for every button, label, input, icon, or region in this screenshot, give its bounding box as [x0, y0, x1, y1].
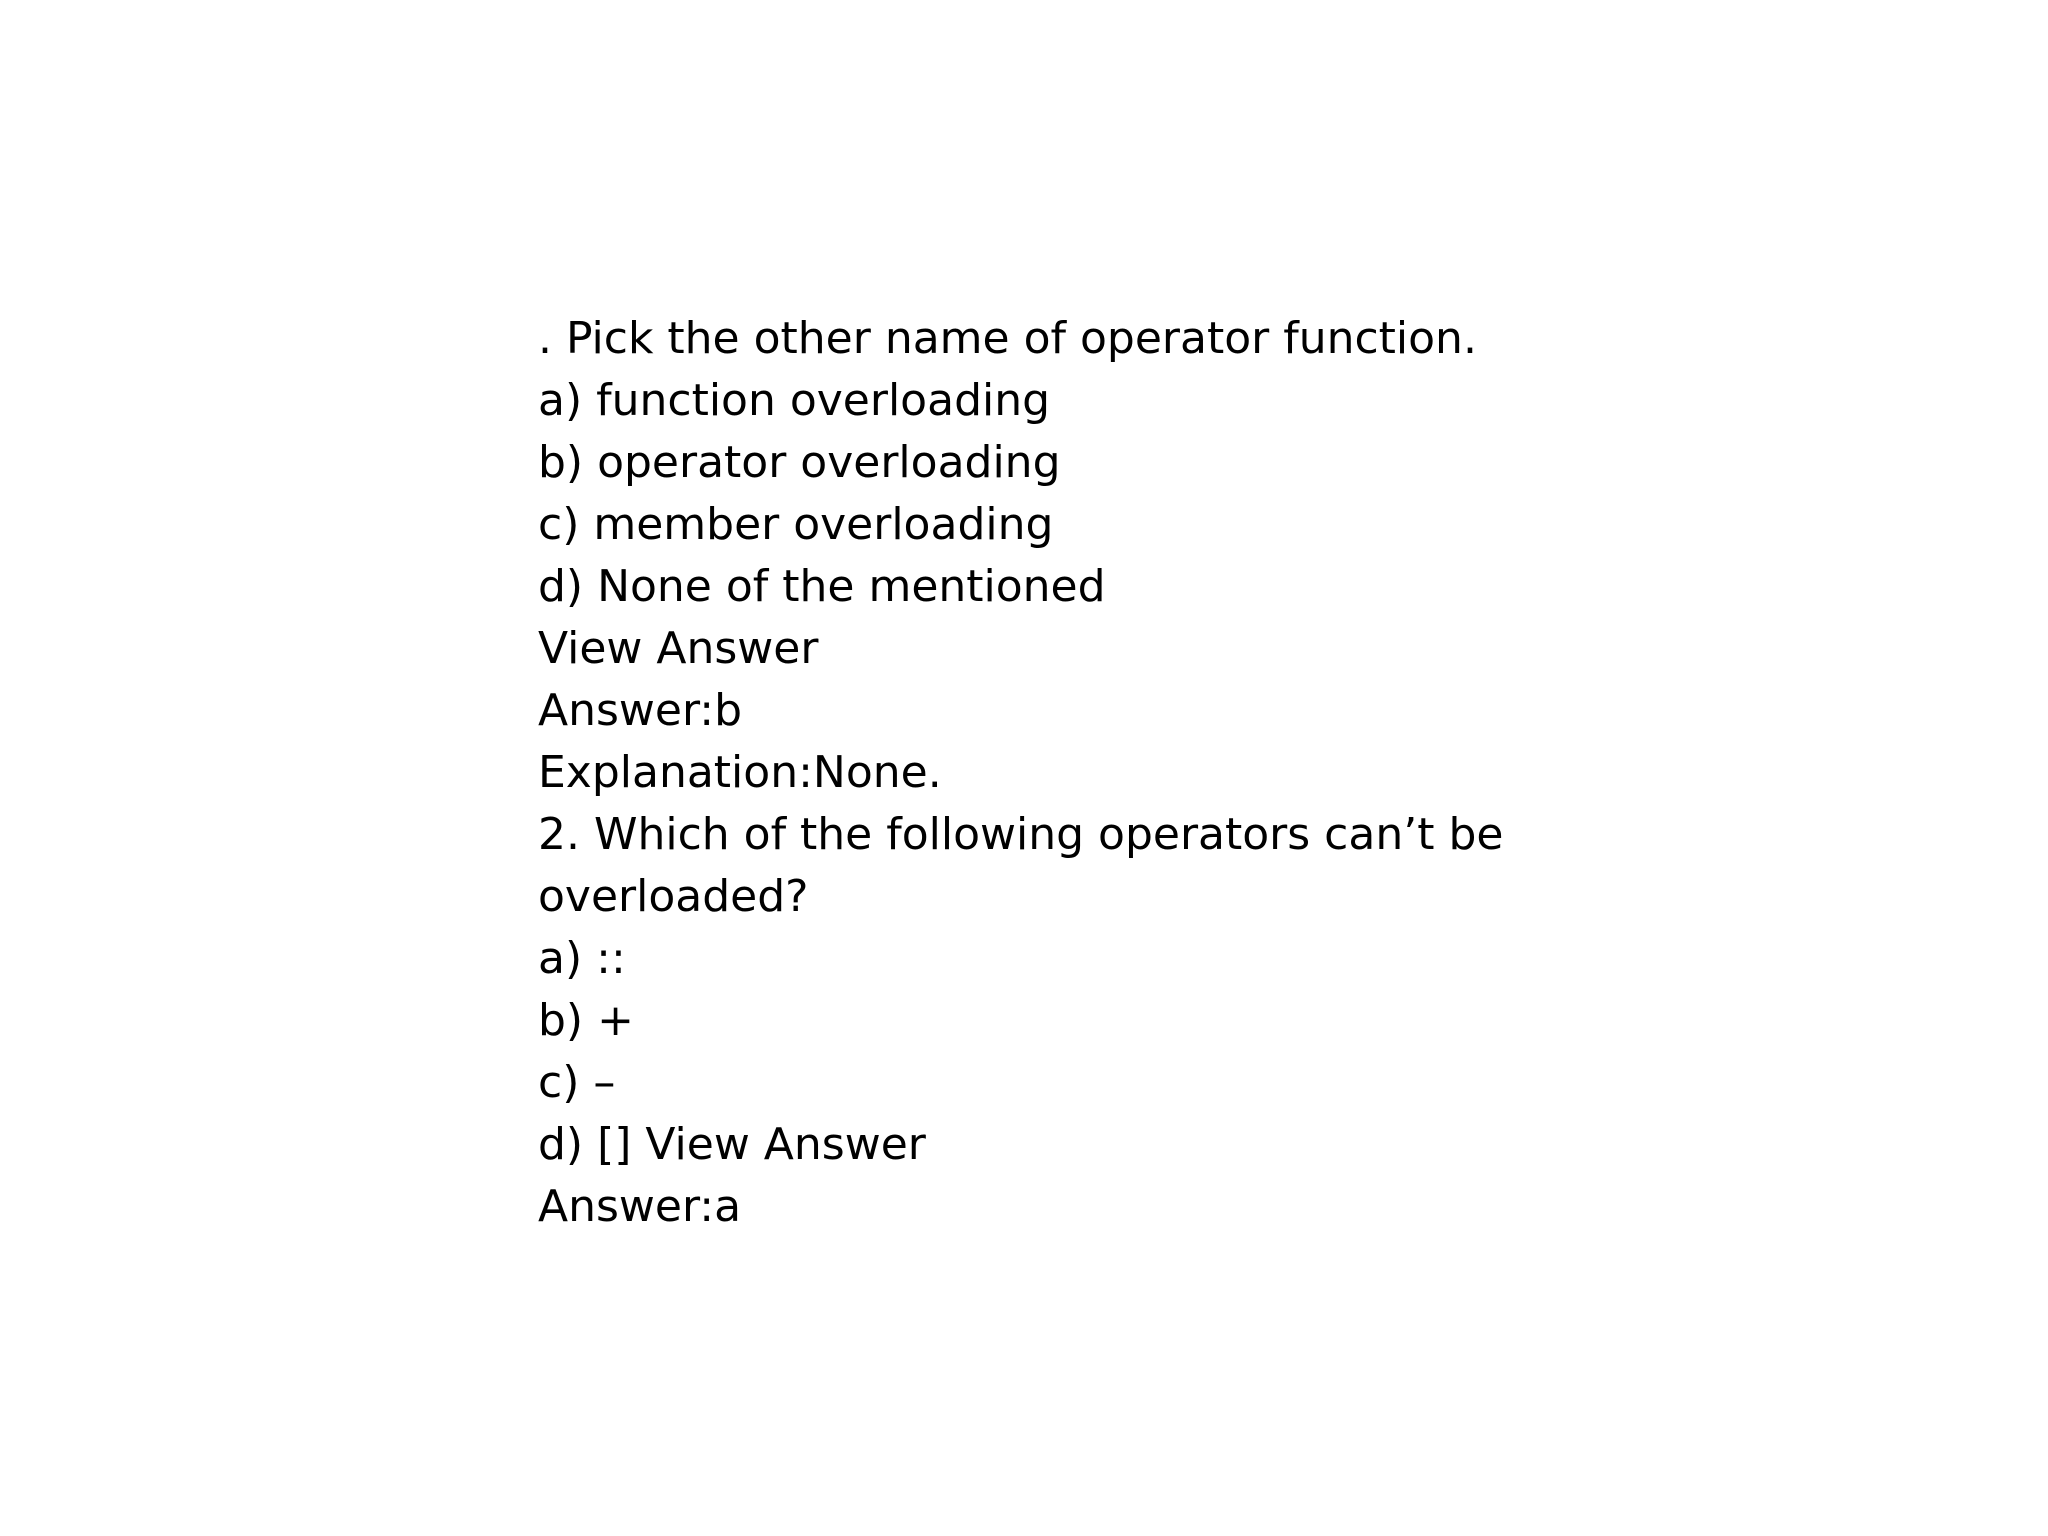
question-2-option-c: c) – [538, 1057, 616, 1108]
question-1-explanation: Explanation:None. [538, 747, 942, 798]
question-2-text-line-1: 2. Which of the following operators can’t be [538, 809, 1504, 860]
question-2-option-a: a) :: [538, 933, 626, 984]
quiz-text-block [538, 308, 1504, 1238]
question-2-option-d: d) [] View Answer [538, 1119, 926, 1170]
question-2-text-line-2: overloaded? [538, 871, 809, 922]
question-1-option-d: d) None of the mentioned [538, 561, 1106, 612]
question-1-text: . Pick the other name of operator function. [538, 313, 1477, 364]
question-1-option-a: a) function overloading [538, 375, 1051, 426]
question-1-option-b: b) operator overloading [538, 437, 1061, 488]
question-2-option-b: b) + [538, 995, 634, 1046]
question-1-view-answer: View Answer [538, 623, 819, 674]
question-1-option-c: c) member overloading [538, 499, 1054, 550]
question-1-answer: Answer:b [538, 685, 743, 736]
question-2-answer: Answer:a [538, 1181, 742, 1232]
